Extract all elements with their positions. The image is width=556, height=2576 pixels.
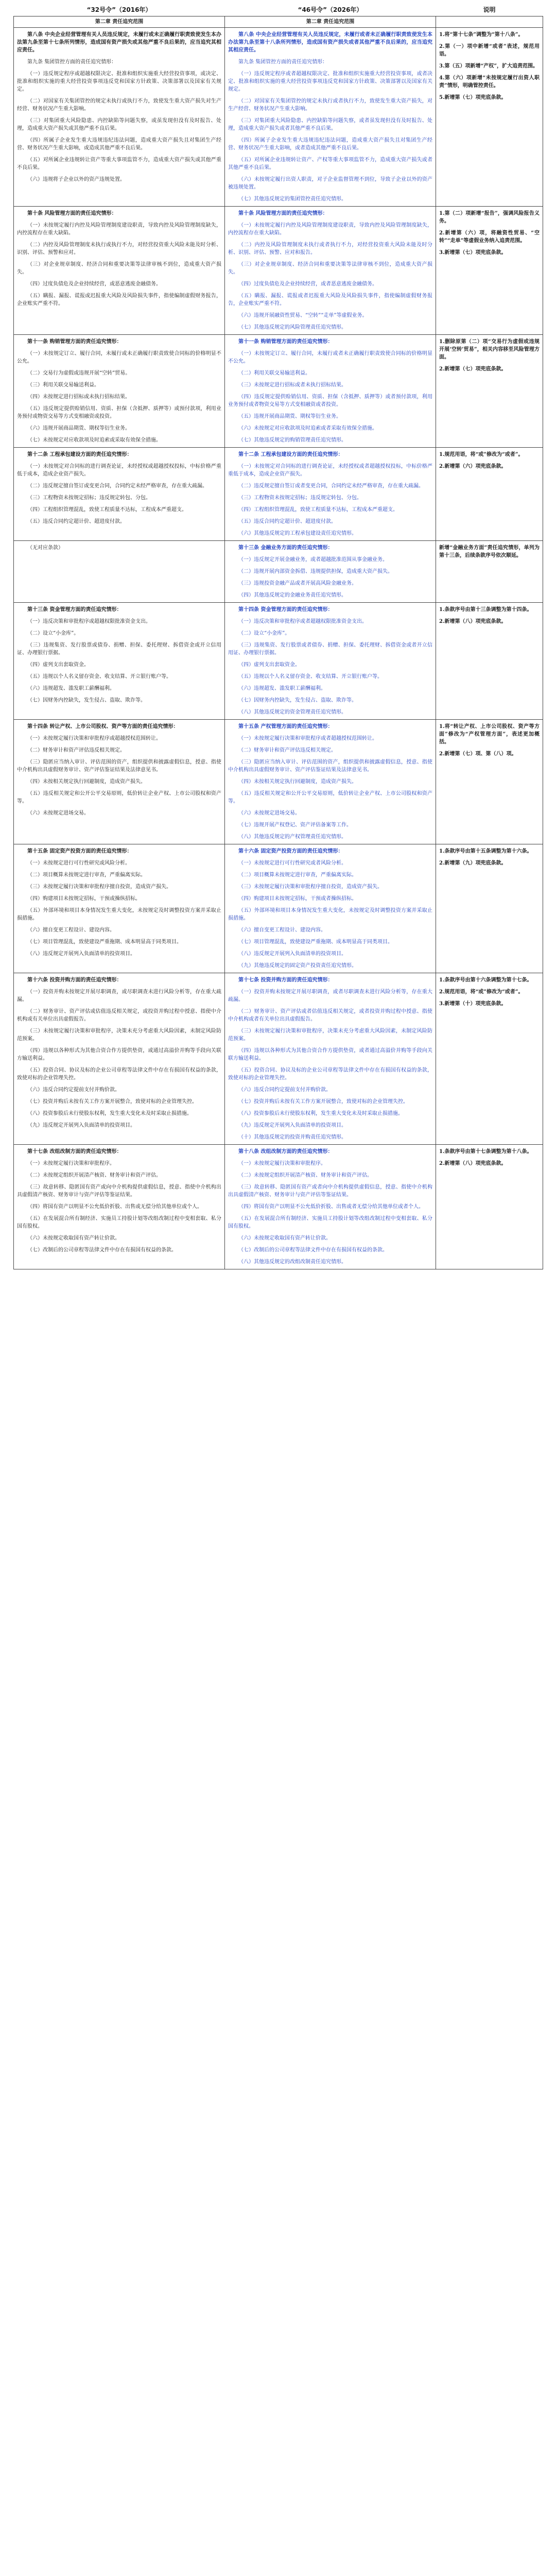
clause-text: （六）违规开展商品期货、期权等衍生业务。 <box>27 426 130 431</box>
clause-text: （八）其他违反规定的改组改制责任追究情形。 <box>238 1259 346 1265</box>
clause-text: （四）所属子企业发生重大违规违纪违法问题，造成重大资产损失且对集团生产经营、财务状况产生重大影响，或者造成其他严重不良后果。 <box>228 138 432 151</box>
clause-text: （五）违反合同约定超计价、超进度付款。 <box>238 519 336 524</box>
old-version-cell <box>14 541 225 603</box>
new-version-cell <box>225 1145 436 1269</box>
clause-text: 2.新增第（七）项兜底条款。 <box>439 366 507 372</box>
clause-text: （三）利用关联交易输送利益。 <box>27 382 99 388</box>
clause-text: （五）投资合同、协议及标的企业公司章程等法律文件中存在有损国有权益的条款，致使对标的企业管理失控。 <box>228 1067 432 1081</box>
clause-text: 1.将“转让产权、上市公司股权、资产等方面”修改为“产权管理方面”，表述更加概括。 <box>439 724 540 745</box>
old-version-cell <box>14 1145 225 1269</box>
clause-text: 新增“金融业务方面”责任追究情形，单列为第十三条，后续条款序号依次顺延。 <box>439 545 540 558</box>
new-version-cell <box>225 207 436 335</box>
old-version-cell <box>14 973 225 1145</box>
clause-text: （八）违反规定开展列入负面清单的投资项目。 <box>238 951 346 957</box>
clause-text: （二）违反规定擅自签订或变更合同，合同约定未经严格审查，存在重大疏漏。 <box>27 483 207 489</box>
note-cell <box>436 973 543 1145</box>
comparison-row <box>14 448 543 541</box>
note-cell <box>436 541 543 603</box>
clause-text: （二）设立“小金库”。 <box>27 631 79 636</box>
clause-text: （三）工程物资未按规定招标；违反规定转包、分包。 <box>27 495 151 501</box>
clause-text: （二）项目概算未按规定进行审查，严重偏离实际。 <box>238 872 357 878</box>
clause-text: （四）未按相关规定执行回避制度，造成资产损失。 <box>238 779 357 785</box>
clause-text: 第十三条 金融业务方面的责任追究情形： <box>238 545 333 551</box>
new-version-cell <box>225 448 436 541</box>
subheader-row <box>14 16 543 28</box>
old-version-cell <box>14 207 225 335</box>
comparison-rows <box>14 28 543 1269</box>
clause-text: 1.条款序号由第十五条调整为第十六条。 <box>439 849 532 854</box>
subheader-new-chapter: 第二章 责任追究范围 <box>225 16 436 28</box>
clause-text: （二）财务审计和资产评估违反相关规定。 <box>27 748 125 753</box>
clause-text: 第十二条 工程承包建设方面的责任追究情形： <box>27 452 132 457</box>
clause-text: （六）违规超发、滥发职工薪酬福利。 <box>27 686 115 691</box>
comparison-page <box>0 0 556 1269</box>
new-version-cell <box>225 335 436 448</box>
clause-text: （五）违反规定提供赊销信用、资质、担保（含抵押、质押等）或预付款项，利用业务预付或物资交易等方式变相融资或投资。 <box>17 406 221 419</box>
clause-text: （一）投资并购未按规定开展尽职调查，或者尽职调查未进行风险分析等，存在重大疏漏。 <box>228 989 432 1003</box>
clause-text: （九）违反规定开展列入负面清单的投资项目。 <box>27 1123 135 1128</box>
clause-text: （二）设立“小金库”。 <box>238 631 290 636</box>
clause-text: （一）未按规定履行决策和审批程序或超越授权范围转让。 <box>27 736 161 741</box>
clause-text: （一）未按规定对合同标的进行调查论证，未经授权或超越授权投标，中标价格严重低于成本，造成企业资产损失。 <box>17 464 221 477</box>
clause-text: （五）瞒报、漏报、谎报或迟报重大风险及风险损失事件，指使编制虚假财务报告，企业账实严重不符。 <box>17 293 221 307</box>
clause-text: （一）未按规定进行可行性研究或者风险分析。 <box>238 860 346 866</box>
clause-text: （无对应条款） <box>27 545 63 551</box>
new-version-cell <box>225 720 436 844</box>
subheader-note-blank <box>436 16 543 28</box>
clause-text: （四）未按规定进行招标或未执行招标结果。 <box>27 394 130 400</box>
clause-text: （七）违规开展产权登记、资产评估备案等工作。 <box>238 822 352 828</box>
clause-text: （一）未按规定对合同标的进行调查论证，未经授权或者超越授权投标，中标价格严重低于成本，造成企业资产损失。 <box>228 464 432 477</box>
clause-text: （一）违反决策和审批程序或者超越权限批准资金支出。 <box>238 619 367 624</box>
clause-text: （四）违规以各种形式为其他合资合作方提供垫资，或者通过高溢价并购等手段向关联方输送利益。 <box>228 1048 432 1061</box>
note-cell <box>436 335 543 448</box>
clause-text: （三）对企业规章制度、经济合同和重要决策等法律审核不到位，造成重大资产损失。 <box>17 262 221 275</box>
note-cell <box>436 603 543 720</box>
clause-text: 第十二条 工程承包建设方面的责任追究情形： <box>238 452 343 457</box>
comparison-table <box>13 4 543 1269</box>
clause-text: （四）未按相关规定执行回避制度，造成资产损失。 <box>27 779 146 785</box>
clause-text: （二）交易行为虚假或违规开展“空转”贸易。 <box>27 370 131 376</box>
clause-text: （六）未按规定收取国有资产转让价款。 <box>238 1235 331 1241</box>
clause-text: 第十四条 资金管理方面的责任追究情形： <box>238 607 333 613</box>
clause-text: （一）未按规定履行内控及风险管理制度建设职责，导致内控及风险管理制度缺失，内控流程存在重大缺陷。 <box>228 223 432 236</box>
clause-text: （二）内控及风险管理制度未执行或执行不力，对经营投资重大风险未能及时分析、识别、评估、预警和应对。 <box>17 242 221 256</box>
clause-text: （六）违规将子企业以外的资产违规处置。 <box>27 177 125 182</box>
clause-text: （五）违规开展商品期货、期权等衍生业务。 <box>238 414 341 419</box>
clause-text: 2.规范用语，将“或”修改为“或者”。 <box>439 989 524 995</box>
comparison-row <box>14 541 543 603</box>
clause-text: 2.新增第（六）项兜底条款。 <box>439 464 507 469</box>
comparison-row <box>14 207 543 335</box>
clause-text: （五）违反相关规定和公开公平交易原则，低价转让企业产权、上市公司股权和资产等。 <box>17 791 221 804</box>
clause-text: （七）未按规定对应收款项及时追索或采取有效保全措施。 <box>27 437 161 443</box>
clause-text: （一）违反决策和审批程序或超越权限批准资金支出。 <box>27 619 151 624</box>
clause-text: （五）违反合同约定超计价、超进度付款。 <box>27 519 125 524</box>
clause-text: （六）未按规定进场交易。 <box>27 810 89 816</box>
clause-text: （六）擅自变更工程设计、建设内容。 <box>238 927 326 933</box>
clause-text: （二）违反规定擅自签订或者变更合同，合同约定未经严格审查，存在重大疏漏。 <box>238 483 424 489</box>
clause-text: 第十八条 改组改制方面的责任追究情形： <box>238 1149 333 1155</box>
clause-text: （七）其他违反规定的购销管理责任追究情形。 <box>238 437 346 443</box>
clause-text: （三）故意转移、隐匿国有资产或向中介机构提供虚假信息，授意、指使中介机构出具虚假清产核资、财务审计与资产评估等鉴证结果。 <box>17 1184 221 1198</box>
clause-text: （四）工程组织管理混乱，致使工程质量不达标，工程成本严重超支。 <box>238 507 398 513</box>
clause-text: （三）故意转移、隐匿国有资产或者向中介机构提供虚假信息，授意、指使中介机构出具虚假清产核资、财务审计与资产评估等鉴证结果。 <box>228 1184 432 1198</box>
comparison-row <box>14 335 543 448</box>
clause-text: （三）对集团重大风险隐患、内控缺陷等问题失察，或虽发现但没有及时报告、处理，造成重大资产损失或其他严重不良后果。 <box>17 118 221 131</box>
clause-text: 1.条款序号由第十七条调整为第十八条。 <box>439 1149 532 1155</box>
clause-text: （六）违规开展融资性贸易、“空转”“走单”等虚假业务。 <box>238 313 368 318</box>
clause-text: （五）在发展混合所有制经济、实施员工持股计划等改组改制过程中变相套取、私分国有股权。 <box>228 1216 432 1229</box>
clause-text: 第九条 集团管控方面的责任追究情形： <box>238 59 328 65</box>
new-version-cell <box>225 603 436 720</box>
clause-text: （七）因财务内控缺失，发生侵占、盗取、欺诈等。 <box>238 698 357 703</box>
clause-text: 第十条 风险管理方面的责任追究情形： <box>238 211 328 216</box>
clause-text: （三）未按规定履行决策和审批程序擅自投资，造成资产损失。 <box>238 884 383 890</box>
clause-text: 3.新增第（七）项兜底条款。 <box>439 250 507 256</box>
note-cell <box>436 1145 543 1269</box>
clause-text: （二）内控及风险管理制度未执行或者执行不力，对经营投资重大风险未能及时分析、识别、评估、预警、应对和报告。 <box>228 242 432 256</box>
clause-text: （六）其他违反规定的工程承包建设责任追究情形。 <box>238 531 357 536</box>
note-cell <box>436 28 543 207</box>
old-version-cell <box>14 603 225 720</box>
header-row <box>14 4 543 16</box>
clause-text: （七）项目管理混乱，致使建设严重拖期、成本明显高于同类项目。 <box>27 939 182 945</box>
clause-text: （五）违规以个人名义留存资金、收支结算、开立银行账户等。 <box>238 674 383 680</box>
clause-text: （五）违反相关规定和公开公平交易原则，低价转让企业产权、上市公司股权和资产等。 <box>228 791 432 804</box>
new-version-cell <box>225 541 436 603</box>
clause-text: （五）违规以个人名义留存资金、收支结算、开立银行账户等。 <box>27 674 171 680</box>
clause-text: （四）其他违反规定的金融业务责任追究情形。 <box>238 592 346 598</box>
clause-text: （四）购建项目未按规定招标，干预或操纵招标。 <box>27 896 141 902</box>
clause-text: （二）对国家有关集团管控的规定未执行或者执行不力，致使发生重大资产损失，对生产经营、财务状况产生重大影响。 <box>228 98 432 112</box>
clause-text: （七）改制后的公司章程等法律文件中存在有损国有权益的条款。 <box>238 1247 388 1253</box>
comparison-row <box>14 28 543 207</box>
clause-text: （一）违反规定开展金融业务，或者超越批准范围从事金融业务。 <box>238 557 388 563</box>
clause-text: （七）因财务内控缺失，发生侵占、盗取、欺诈等。 <box>27 698 146 703</box>
clause-text: 2.新增第（六）项，将融资性贸易、“空转”“走单”等虚假业务纳入追责范围。 <box>439 230 540 244</box>
clause-text: （六）擅自变更工程设计、建设内容。 <box>27 927 115 933</box>
clause-text: （一）投资并购未按规定开展尽职调查，或尽职调查未进行风险分析等，存在重大疏漏。 <box>17 989 221 1003</box>
clause-text: （三）工程物资未按规定招标；违反规定转包、分包。 <box>238 495 362 501</box>
header-new-version: “46号令”（2026年） <box>225 4 436 16</box>
clause-text: （二）财务审计和资产评估违反相关规定。 <box>238 748 336 753</box>
clause-text: （四）过度负债危及企业持续经营，或恶意逃废金融债务。 <box>27 281 161 287</box>
clause-text: （三）对企业规章制度、经济合同和重要决策等法律审核不到位，造成重大资产损失。 <box>228 262 432 275</box>
clause-text: （四）工程组织管理混乱，致使工程质量不达标，工程成本严重超支。 <box>27 507 187 513</box>
note-cell <box>436 720 543 844</box>
clause-text: （八）其他违反规定的产权管理责任追究情形。 <box>238 834 346 840</box>
clause-text: （一）未按规定履行决策和审批程序。 <box>238 1161 326 1166</box>
clause-text: （八）其他违反规定的资金管理责任追究情形。 <box>238 709 346 715</box>
clause-text: 4.第（六）项新增“未按规定履行出资人职责”情形，明确管控责任。 <box>439 75 540 89</box>
clause-text: （四）违反规定提供赊销信用、资质、担保（含抵押、质押等）或者预付款项，利用业务预付或者物资交易等方式变相融资或者投资。 <box>228 394 432 408</box>
clause-text: （七）投资并购后未按有关工作方案开展整合，致使对标的企业管理失控。 <box>27 1099 197 1105</box>
clause-text: （七）其他违反规定的风险管理责任追究情形。 <box>238 325 346 330</box>
clause-text: （九）其他违反规定的固定资产投资责任追究情形。 <box>238 963 357 969</box>
clause-text: （一）未按规定进行可行性研究或风险分析。 <box>27 860 130 866</box>
clause-text: 1.删除原第（二）项“交易行为虚假或违规开展‘空转’贸易”，相关内容移至风险管理方面。 <box>439 339 540 360</box>
clause-text: （三）未按规定履行决策和审批程序擅自投资，造成资产损失。 <box>27 884 171 890</box>
clause-text: （七）改制后的公司章程等法律文件中存在有损国有权益的条款。 <box>27 1247 177 1253</box>
clause-text: （八）投资参股后未行使股东权利，发生重大变化未及时采取止损措施。 <box>27 1111 192 1116</box>
clause-text: （六）违反合同约定提前支付并购价款。 <box>238 1087 331 1093</box>
clause-text: （一）违反规定程序或者超越权限决定、批准和组织实施重大经营投资事项，或者决定、批准和组织实施的重大经营投资事项违反党和国家方针政策、决策部署以及国家有关规定。 <box>228 71 432 92</box>
clause-text: （三）隐匿应当纳入审计、评估范围的资产，组织提供和披露虚假信息，授意、指使中介机构出具虚假财务审计、资产评估鉴证结果及法律意见书。 <box>17 759 221 773</box>
note-cell <box>436 448 543 541</box>
clause-text: （一）未按规定订立、履行合同，未履行或未正确履行职责致使合同标的价格明显不公允。 <box>17 351 221 364</box>
clause-text: 1.第（二）项新增“报告”，强调风险报告义务。 <box>439 211 540 224</box>
header-old-version: “32号令”（2016年） <box>14 4 225 16</box>
clause-text: 第八条 中央企业经营管理有关人员违反规定，未履行或未正确履行职责致使发生本办法第九条至第十七条所列情形，造成国有资产损失或其他严重不良后果的，应当追究其相应责任。 <box>17 32 221 53</box>
new-version-cell <box>225 28 436 207</box>
clause-text: 第十一条 购销管理方面的责任追究情形： <box>27 339 122 345</box>
clause-text: （四）购建项目未按规定招标，干预或者操纵招标。 <box>238 896 357 902</box>
old-version-cell <box>14 335 225 448</box>
clause-text: （二）违规开展内部资金拆借、违规提供担保，造成重大资产损失。 <box>238 569 393 574</box>
clause-text: （七）投资并购后未按有关工作方案开展整合，致使对标的企业管理失控。 <box>238 1099 408 1105</box>
clause-text: （三）违规投资金融产品或者开展高风险金融业务。 <box>238 581 357 586</box>
clause-text: （五）在发展混合所有制经济、实施员工持股计划等改组改制过程中变相套取、私分国有股权。 <box>17 1216 221 1229</box>
clause-text: 1.条款序号由第十三条调整为第十四条。 <box>439 607 532 613</box>
clause-text: （一）未按规定履行决策和审批程序。 <box>27 1161 115 1166</box>
clause-text: （四）虚列支出套取资金。 <box>238 662 300 668</box>
clause-text: （十）其他违反规定的投资并购责任追究情形。 <box>238 1134 346 1140</box>
clause-text: 第十四条 转让产权、上市公司股权、资产等方面的责任追究情形： <box>27 724 179 730</box>
clause-text: （二）财务审计、资产评估或估值违反相关规定，或投资并购过程中授意、指使中介机构或有关单位出具虚假报告。 <box>17 1009 221 1022</box>
clause-text: 第十五条 固定资产投资方面的责任追究情形： <box>27 849 132 854</box>
comparison-row <box>14 973 543 1145</box>
clause-text: （五）瞒报、漏报、谎报或者迟报重大风险及风险损失事件，指使编制虚假财务报告，企业账实严重不符。 <box>228 293 432 307</box>
clause-text: （四）过度负债危及企业持续经营，或者恶意逃废金融债务。 <box>238 281 377 287</box>
clause-text: （七）项目管理混乱，致使建设严重拖期、成本明显高于同类项目。 <box>238 939 393 945</box>
clause-text: 2.新增第（八）项兜底条款。 <box>439 1161 507 1166</box>
clause-text: （六）违反合同约定提前支付并购价款。 <box>27 1087 120 1093</box>
clause-text: 1.条款序号由第十六条调整为第十七条。 <box>439 977 532 983</box>
old-version-cell <box>14 448 225 541</box>
note-cell <box>436 207 543 335</box>
clause-text: （五）投资合同、协议及标的企业公司章程等法律文件中存在有损国有权益的条款，致使对标的企业管理失控。 <box>17 1067 221 1081</box>
clause-text: 2.新增第（七）项、第（八）项。 <box>439 751 517 757</box>
clause-text: （九）违反规定开展列入负面清单的投资项目。 <box>238 1123 346 1128</box>
clause-text: （二）财务审计、资产评估或者估值违反相关规定，或者投资并购过程中授意、指使中介机构或者有关单位出具虚假报告。 <box>228 1009 432 1022</box>
clause-text: （六）未按规定履行出资人职责，对子企业监督管理不到位，导致子企业以外的资产被违规处置。 <box>228 177 432 190</box>
clause-text: （五）对所属企业违规转让资产、产权等重大事项监管不力，造成重大资产损失或者其他严重不良后果。 <box>228 157 432 171</box>
clause-text: （三）对集团重大风险隐患、内控缺陷等问题失察，或者虽发现但没有及时报告、处理，造成重大资产损失或者其他严重不良后果。 <box>228 118 432 131</box>
clause-text: （四）将国有资产以明显不公允低价折股、出售或者无偿分给其他单位或者个人。 <box>238 1204 424 1210</box>
clause-text: （二）未按规定组织开展清产核资、财务审计和资产评估。 <box>27 1173 161 1178</box>
clause-text: （四）虚列支出套取资金。 <box>27 662 89 668</box>
clause-text: 第十一条 购销管理方面的责任追究情形： <box>238 339 333 345</box>
subheader-old-chapter: 第二章 责任追究范围 <box>14 16 225 28</box>
clause-text: （四）所属子企业发生重大违规违纪违法问题，造成重大资产损失且对集团生产经营、财务状况产生重大影响，或造成其他严重不良后果。 <box>17 138 221 151</box>
clause-text: 第十条 风险管理方面的责任追究情形： <box>27 211 117 216</box>
clause-text: （七）其他违反规定的集团管控责任追究情形。 <box>238 196 346 202</box>
clause-text: （三）隐匿应当纳入审计、评估范围的资产，组织提供和披露虚假信息，授意、指使中介机构出具虚假财务审计、资产评估鉴证结果及法律意见书。 <box>228 759 432 773</box>
comparison-row <box>14 844 543 973</box>
clause-text: （二）项目概算未按规定进行审查，严重偏离实际。 <box>27 872 146 878</box>
clause-text: （四）将国有资产以明显不公允低价折股、出售或无偿分给其他单位或个人。 <box>27 1204 202 1210</box>
clause-text: （四）违规以各种形式为其他合资合作方提供垫资，或通过高溢价并购等手段向关联方输送利益。 <box>17 1048 221 1061</box>
clause-text: （三）违规集资、发行股票或者债券、捐赠、担保、委托理财、拆借资金或者开立信用证、办理银行票据。 <box>228 642 432 656</box>
new-version-cell <box>225 844 436 973</box>
clause-text: （八）违反规定开展列入负面清单的投资项目。 <box>27 951 135 957</box>
clause-text: （二）未按规定组织开展清产核资、财务审计和资产评估。 <box>238 1173 372 1178</box>
clause-text: 第八条 中央企业经营管理有关人员违反规定，未履行或者未正确履行职责致使发生本办法第九条至第十八条所列情形，造成国有资产损失或者其他严重不良后果的，应当追究其相应责任。 <box>228 32 432 53</box>
clause-text: （六）未按规定收取国有资产转让价款。 <box>27 1235 120 1241</box>
clause-text: 第十七条 投资并购方面的责任追究情形： <box>238 977 333 983</box>
clause-text: 2.新增第（八）项兜底条款。 <box>439 619 507 624</box>
clause-text: 5.新增第（七）项兜底条款。 <box>439 95 507 100</box>
comparison-row <box>14 720 543 844</box>
clause-text: （二）对国家有关集团管控的规定未执行或执行不力，致使发生重大资产损失对生产经营、财务状况产生重大影响。 <box>17 98 221 112</box>
clause-text: 第十七条 改组改制方面的责任追究情形： <box>27 1149 122 1155</box>
clause-text: （五）外部环境和项目本身情况发生重大变化，未按规定及时调整投资方案并采取止损措施。 <box>17 908 221 921</box>
clause-text: （八）投资参股后未行使股东权利，发生重大变化未及时采取止损措施。 <box>238 1111 403 1116</box>
clause-text: （三）违规集资、发行股票或债券、捐赠、担保、委托理财、拆借资金或开立信用证、办理银行票据。 <box>17 642 221 656</box>
clause-text: （三）未按规定履行决策和审批程序，决策未充分考虑重大风险因素，未制定风险防范预案。 <box>228 1028 432 1042</box>
clause-text: 第十六条 固定资产投资方面的责任追究情形： <box>238 849 343 854</box>
clause-text: 第十三条 资金管理方面的责任追究情形： <box>27 607 122 613</box>
comparison-row <box>14 1145 543 1269</box>
clause-text: 第十六条 投资并购方面的责任追究情形： <box>27 977 122 983</box>
old-version-cell <box>14 720 225 844</box>
clause-text: 1.将“第十七条”调整为“第十八条”。 <box>439 32 524 38</box>
clause-text: （二）利用关联交易输送利益。 <box>238 370 310 376</box>
old-version-cell <box>14 28 225 207</box>
clause-text: 第九条 集团管控方面的责任追究情形： <box>27 59 117 65</box>
clause-text: （一）未按规定订立、履行合同，未履行或者未正确履行职责致使合同标的价格明显不公允。 <box>228 351 432 364</box>
comparison-row <box>14 603 543 720</box>
clause-text: （五）外部环境和项目本身情况发生重大变化，未按规定及时调整投资方案并采取止损措施。 <box>228 908 432 921</box>
clause-text: 2.新增第（九）项兜底条款。 <box>439 860 507 866</box>
clause-text: 3.新增第（十）项兜底条款。 <box>439 1001 507 1007</box>
clause-text: （六）未按规定对应收款项及时追索或者采取有效保全措施。 <box>238 426 377 431</box>
clause-text: （三）未按规定进行招标或者未执行招标结果。 <box>238 382 346 388</box>
clause-text: 2.第（一）项中新增“或者”表述，规范用语。 <box>439 44 540 57</box>
clause-text: （六）未按规定进场交易。 <box>238 810 300 816</box>
clause-text: （五）对所属企业违规转让资产等重大事项监管不力，造成重大资产损失或其他严重不良后果。 <box>17 157 221 171</box>
old-version-cell <box>14 844 225 973</box>
clause-text: （三）未按规定履行决策和审批程序，决策未充分考虑重大风险因素，未制定风险防范预案。 <box>17 1028 221 1042</box>
clause-text: 1.规范用语，将“或”修改为“或者”。 <box>439 452 524 457</box>
new-version-cell <box>225 973 436 1145</box>
clause-text: 3.第（五）项新增“产权”，扩大追责范围。 <box>439 63 538 69</box>
clause-text: （一）未按规定履行内控及风险管理制度建设职责，导致内控及风险管理制度缺失，内控流程存在重大缺陷。 <box>17 223 221 236</box>
clause-text: （六）违规超发、滥发职工薪酬福利。 <box>238 686 326 691</box>
clause-text: 第十五条 产权管理方面的责任追究情形： <box>238 724 333 730</box>
note-cell <box>436 844 543 973</box>
clause-text: （一）违反规定程序或超越权限决定、批准和组织实施重大经营投资事项，或决定、批准和组织实施的重大经营投资事项违反党和国家方针政策、决策部署以及国家有关规定。 <box>17 71 221 92</box>
header-note: 说明 <box>436 4 543 16</box>
clause-text: （一）未按规定履行决策和审批程序或者超越授权范围转让。 <box>238 736 377 741</box>
